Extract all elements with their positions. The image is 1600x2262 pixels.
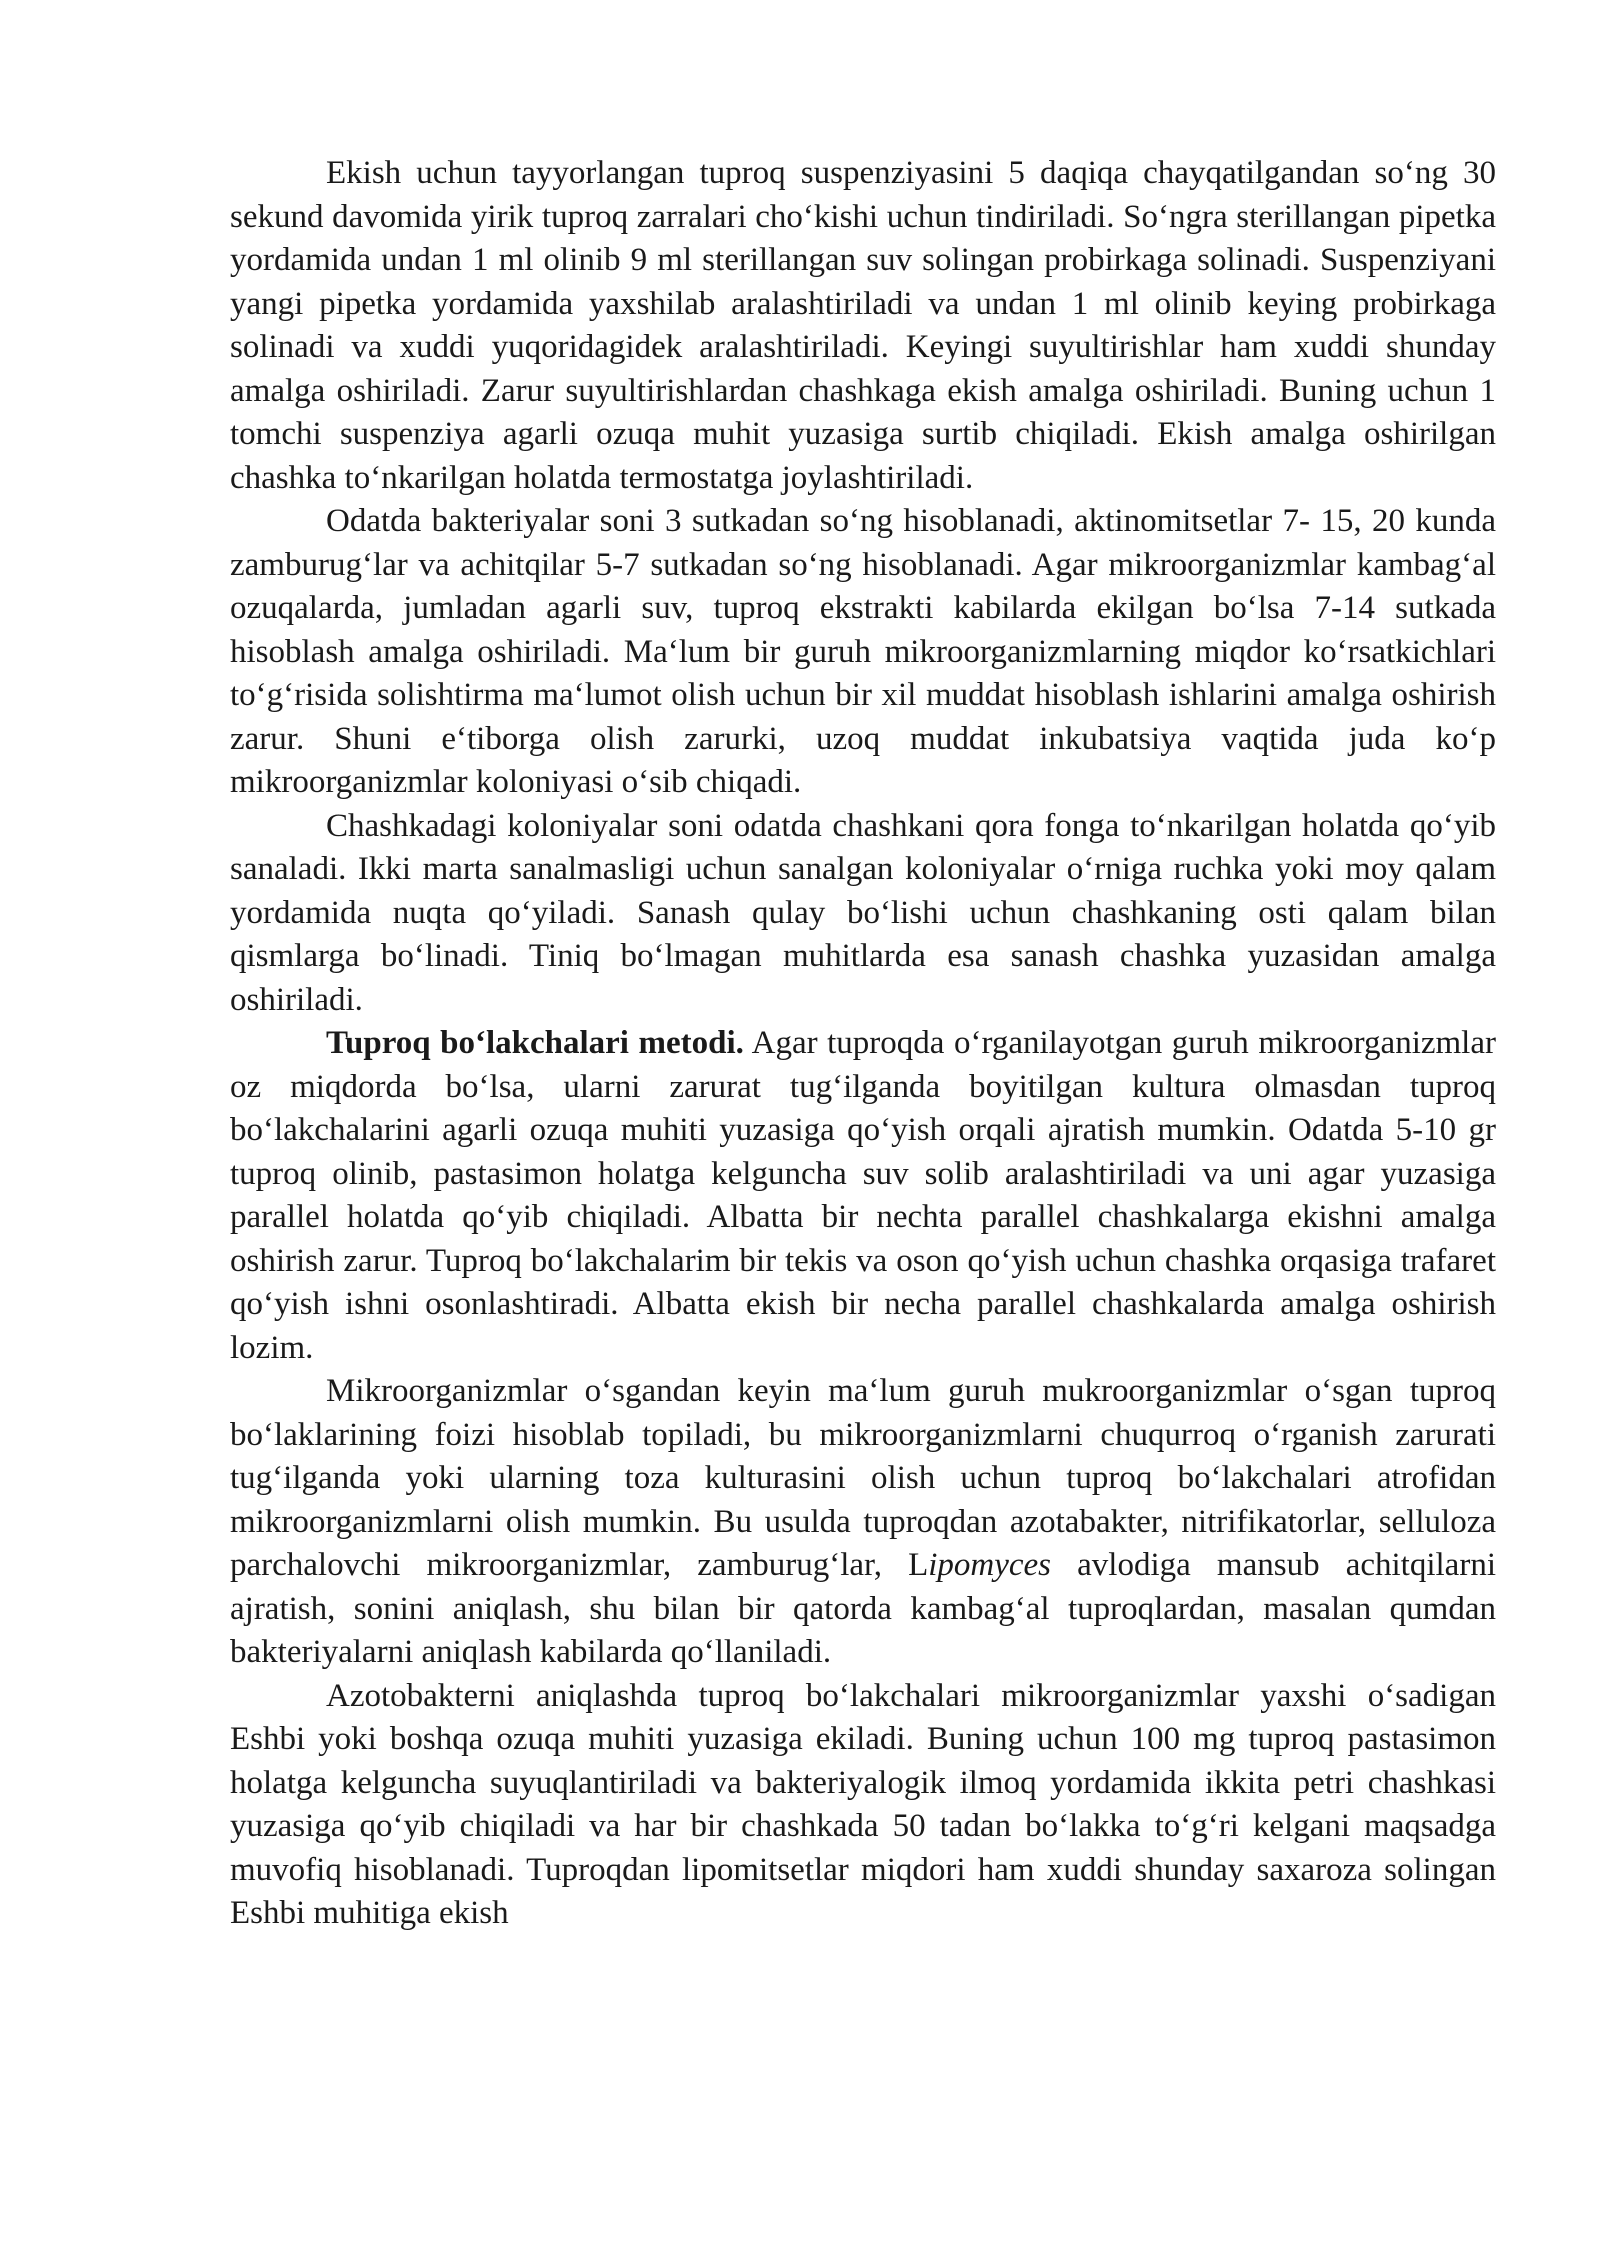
paragraph-4-text: Agar tuproqda o‘rganilayotgan guruh mikroorganizmlar oz miqdorda bo‘lsa, ularni zarurat tug‘ilganda boyitilgan kultura olmasdan tuproq bo‘lakchalarini agarli ozuqa muhiti yuzasiga qo‘yish orqali ajratish mumkin. Odatda 5-10 gr tuproq olinib, pastasimon holatga kelguncha suv solib aralashtiriladi va uni agar yuzasiga parallel holatda qo‘yib chiqiladi. Albatta bir nechta parallel chashkalarga ekishni amalga oshirish zarur. Tuproq bo‘lakchalarim bir tekis va oson qo‘yish uchun chashka orqasiga trafaret qo‘yish ishni osonlashtiradi. Albatta ekish bir necha parallel chashkalarda amalga oshirish lozim. [230,1025,1496,1366]
paragraph-4 [230,1022,1496,1370]
genus-name-italic: ipomyces [928,1547,1052,1583]
paragraph-3: Chashkadagi koloniyalar soni odatda chashkani qora fonga to‘nkarilgan holatda qo‘yib sanaladi. Ikki marta sanalmasligi uchun sanalgan koloniyalar o‘rniga ruchka yoki moy qalam yordamida nuqta qo‘yiladi. Sanash qulay bo‘lishi uchun chashkaning osti qalam bilan qismlarga bo‘linadi. Tiniq bo‘lmagan muhitlarda esa sanash chashka yuzasidan amalga oshiriladi. [230,807,1496,1018]
paragraph-6: Azotobakterni aniqlashda tuproq bo‘lakchalari mikroorganizmlar yaxshi o‘sadigan Eshbi yoki boshqa ozuqa muhiti yuzasiga ekiladi. Buning uchun 100 mg tuproq pastasimon holatga kelguncha suyuqlantiriladi va bakteriyalogik ilmoq yordamida ikkita petri chashkasi yuzasiga qo‘yib chiqiladi va har bir chashkada 50 tadan bo‘lakka to‘g‘ri kelgani maqsadga muvofiq hisoblanadi. Tuproqdan lipomitsetlar miqdori ham xuddi shunday saxaroza solingan Eshbi muhitiga ekish [230,1677,1496,1931]
paragraph-5-text-start: Mikroorganizmlar o‘sgandan keyin ma‘lum guruh mukroorganizmlar o‘sgan tuproq bo‘laklarining foizi hisoblab topiladi, bu mikroorganizmlarni chuqurroq o‘rganish zarurati tug‘ilganda yoki ularning toza kulturasini olish uchun tuproq bo‘lakchalari atrofidan mikroorganizmlarni olish mumkin. Bu usulda tuproqdan azotabakter, nitrifikatorlar, selluloza parchalovchi mikroorganizmlar, zamburug‘lar, L [230,1373,1496,1583]
section-heading: Tuproq bo‘lakchalari metodi. [326,1025,744,1061]
paragraph-5-text-end: avlodiga mansub achitqilarni ajratish, sonini aniqlash, shu bilan bir qatorda kambag‘al tuproqlardan, masalan qumdan bakteriyalarni aniqlash kabilarda qo‘llaniladi. [230,1547,1496,1670]
paragraph-1: Ekish uchun tayyorlangan tuproq suspenziyasini 5 daqiqa chayqatilgandan so‘ng 30 sekund davomida yirik tuproq zarralari cho‘kishi uchun tindiriladi. So‘ngra sterillangan pipetka yordamida undan 1 ml olinib 9 ml sterillangan suv solingan probirkaga solinadi. Suspenziyani yangi pipetka yordamida yaxshilab aralashtiriladi va undan 1 ml olinib keying probirkaga solinadi va xuddi yuqoridagidek aralashtiriladi. Keyingi suyultirishlar ham xuddi shunday amalga oshiriladi. Zarur suyultirishlardan chashkaga ekish amalga oshiriladi. Buning uchun 1 tomchi suspenziya agarli ozuqa muhit yuzasiga surtib chiqiladi. Ekish amalga oshirilgan chashka to‘nkarilgan holatda termostatga joylashtiriladi. [230,155,1496,496]
document-page [230,152,1496,1936]
paragraph-5 [230,1370,1496,1675]
paragraph-2: Odatda bakteriyalar soni 3 sutkadan so‘ng hisoblanadi, aktinomitsetlar 7- 15, 20 kunda zamburug‘lar va achitqilar 5-7 sutkadan so‘ng hisoblanadi. Agar mikroorganizmlar kambag‘al ozuqalarda, jumladan agarli suv, tuproq ekstrakti kabilarda ekilgan bo‘lsa 7-14 sutkada hisoblash amalga oshiriladi. Ma‘lum bir guruh mikroorganizmlarning miqdor ko‘rsatkichlari to‘g‘risida solishtirma ma‘lumot olish uchun bir xil muddat hisoblash ishlarini amalga oshirish zarur. Shuni e‘tiborga olish zarurki, uzoq muddat inkubatsiya vaqtida juda ko‘p mikroorganizmlar koloniyasi o‘sib chiqadi. [230,503,1496,800]
